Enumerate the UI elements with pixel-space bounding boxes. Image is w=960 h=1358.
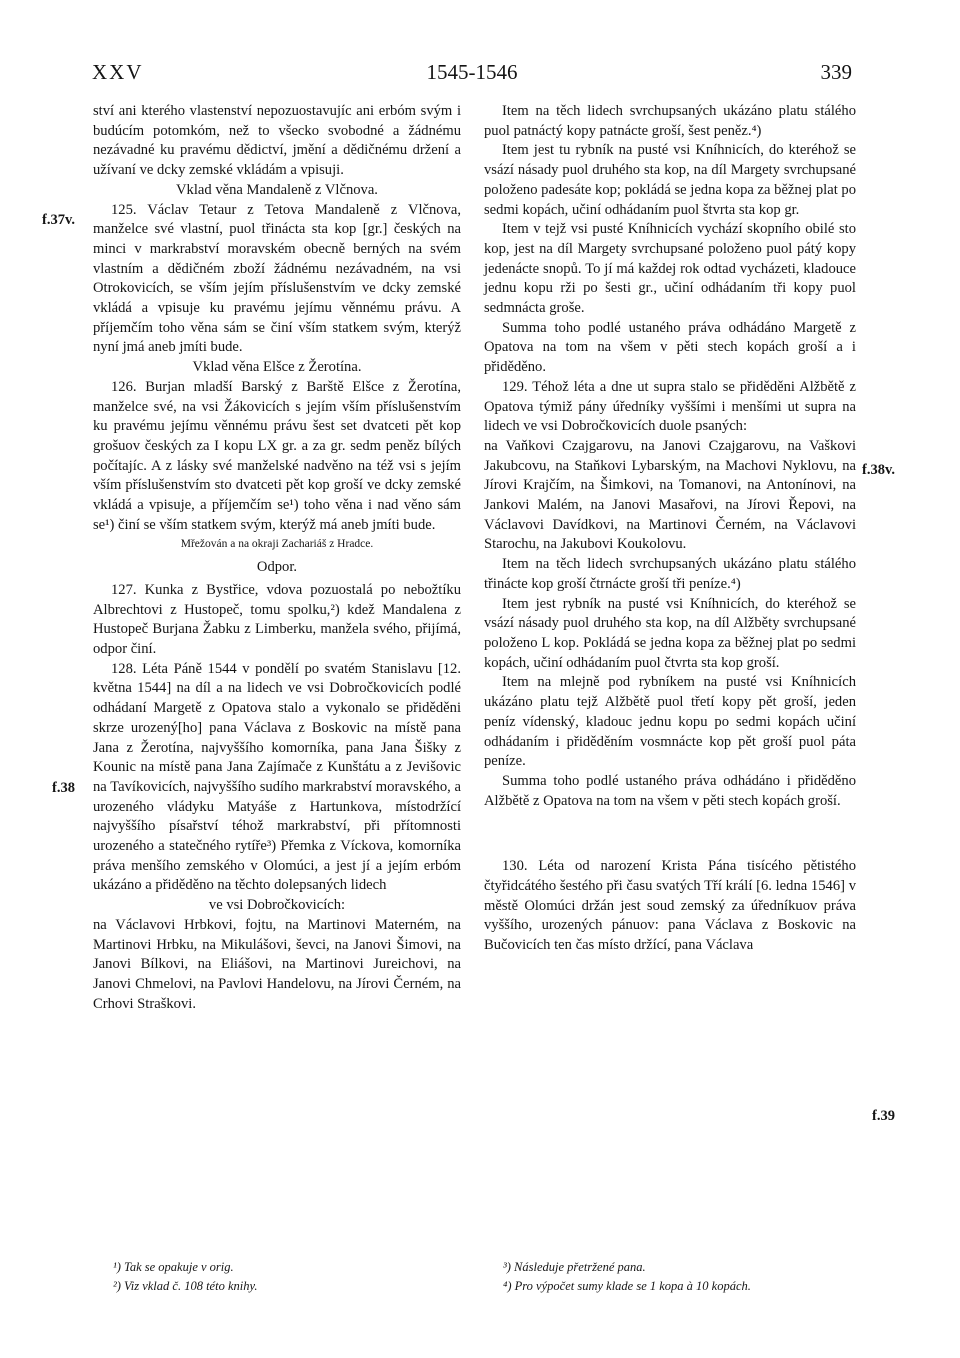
entry-125: 125. Václav Tetaur z Tetova Mandaleně z Vlčnova, manželce své vlastní, puol třinácta sta kop [gr.] českých na minci v markrabství moravském obecně berných na svém vlastním a dědičném zboží žádnému nezávadném, na vsi Otrokovicích, se vším jejím příslušenstvím ve dcky zemské vkládá a vpisuje ku pravému jejímu věnnému právu. A příjemčím toho věna sám se činí vším statkem svým, kterýž nyní jmá aneb jmíti bude.: [93, 201, 461, 356]
spacer: [484, 811, 856, 857]
paragraph: ství ani kterého vlastenství nepozuostavujíc ani erbóm svým i budúcím potomkóm, než to všecko svobodné a žádnému nezávadné ku pravému dědictví, jmění a dědičnému držení a užívaní ve dcky zemské vkládám a vpisuji.: [93, 103, 461, 179]
summary-paragraph: Summa toho podlé ustaného práva odhádáno i přiděděno Alžbětě z Opatova na tom na všem v pěti stech kopách groší.: [484, 772, 856, 809]
footnotes-left: [113, 1258, 453, 1296]
footnote: ⁴) Pro výpočet sumy klade se 1 kopa à 10 kopách.: [503, 1279, 751, 1293]
page-number: 339: [820, 60, 852, 84]
right-column: [484, 102, 856, 956]
left-column: [93, 102, 461, 1014]
folio-marginal: f.38v.: [862, 462, 896, 478]
footnote: ²) Viz vklad č. 108 této knihy.: [113, 1279, 258, 1293]
paragraph: Item na těch lidech svrchupsaných ukázáno platu stálého třinácte kop groší čtrnácte groší tři peníze.⁴): [484, 556, 856, 592]
footnote: ¹) Tak se opakuje v orig.: [113, 1260, 234, 1274]
paragraph: na Vaňkovi Czajgarovu, na Janovi Czajgarovu, na Vaškovi Jakubcovu, na Staňkovi Lybarským, na Machovi Nyklovu, na Jírovi Krajčím, na Šimkovi, na Tomanovi, na Antonínovi, na Jankovi Malém, na Janovi Masařovi, na Jírovi Řepovi, na Václavovi Davídkovi, na Martinovi Černém, na Václavovi Starochu, na Jakubovi Koukolovu.: [484, 437, 856, 553]
entry-127: 127. Kunka z Bystřice, vdova pozuostalá po nebožtíku Albrechtovi z Hustopeč, tomu spolku,²) kdež Mandalena z Hustopeč Burjana Žabku z Limberku, manžela svého, přijímá, odpor činí.: [93, 581, 461, 657]
summary-paragraph: Summa toho podlé ustaného práva odhádáno Margetě z Opatova na tom na všem v pěti stech kopách groší a i přiděděno.: [484, 319, 856, 376]
paragraph: Item na těch lidech svrchupsaných ukázáno platu stálého puol patnáctý kopy patnácte groší, šest peněz.⁴): [484, 103, 856, 139]
page-header: [92, 60, 852, 90]
entry-126: 126. Burjan mladší Barský z Barště Elšce z Žerotína, manželce své, na vsi Žákovicích s jejím vším příslušenstvím ku pravému jejímu věnnému právu šest set dvatceti pět kop grošuov českých za I kopu LX gr. a za gr. sedm peněz bílých počítajíc. A z lásky své manželské nadvěno na též vsi s jejím vším příslušenstvím sto dvatceti pět kop groší ve dcky zemské vkládá a vpisuje, a příjemčím se¹) toho věna i nad věno sám se¹) činí se vším statkem svým, kterýž má aneb jmíti bude.: [93, 378, 461, 533]
footnote: ³) Následuje přetržené pana.: [503, 1260, 646, 1274]
folio-marginal: f.39: [872, 1108, 895, 1124]
entry-129: 129. Téhož léta a dne ut supra stalo se přiděděni Alžbětě z Opatova týmiž pány úředníky vyššími i menšími ut supra na lidech ve vsi Dobročkovicích duole psaných:: [484, 378, 856, 435]
volume-number: XXV: [92, 60, 144, 84]
page-years: 1545-1546: [426, 60, 518, 84]
paragraph: Item na mlejně pod rybníkem na pusté vsi Kníhnicích ukázáno platu tejž Alžbětě puol třetí kopy pět groší, jeden peníz vídenský, kladouc jednu kopu po sedmi kopách učiní odhádaním i přiděděním vosmnácte kop pět groší puol páta peníze.: [484, 674, 856, 770]
village-heading: ve vsi Dobročkovicích:: [208, 897, 346, 914]
section-heading: Vklad věna Mandaleně z Vlčnova.: [176, 181, 378, 198]
entry-130: 130. Léta od narození Krista Pána tisícého pětistého čtyřidcátého šestého při času svatých Tří králí [6. ledna 1546] v městě Olomúci držán jest soud zemský za úředníkuov práva vyššího, urozených pánuov: pana Václava z Boskovic na Bučovicích ten čas místo držící, pana Václava: [484, 858, 856, 954]
paragraph: Item v tejž vsi pusté Kníhnicích vychází skopního obilé sto kop, jest na díl Margety svrchupsané položeno puol pátý kopy jedenácte snopů. To jí má každej rok odtad vycházeti, kladouce jednu kopu rži po šesti gr., učiní odhádaním tři kopy puol sedmnácta groše.: [484, 221, 856, 317]
paragraph: na Václavovi Hrbkovi, fojtu, na Martinovi Materném, na Martinovi Hrbku, na Mikulášovi, ševci, na Janovi Šimovi, na Janovi Bílkovi, na Eliášovi, na Martinovi Jureichovi, na Janovi Chmelovi, na Pavlovi Handelovu, na Jírovi Černém, na Crhovi Straškovi.: [93, 916, 461, 1012]
footnotes-right: [503, 1258, 863, 1296]
folio-marginal: f.37v.: [42, 212, 76, 228]
paragraph: Item jest tu rybník na pusté vsi Kníhnicích, do kteréhož se vsází násady puol druhého sta kop, na díl Margety svrchupsané položeno padesáte kop; pokládá se jedna kopa za běžnej plat po sedmi kopách, učiní odhádaním puol štvrta sta kop gr.: [484, 142, 856, 218]
editorial-note: Mřežován a na okraji Zachariáš z Hradce.: [180, 538, 374, 551]
folio-marginal: f.38: [52, 780, 75, 796]
section-heading: Vklad věna Elšce z Žerotína.: [192, 359, 362, 376]
paragraph: Item jest rybník na pusté vsi Kníhnicích, do kteréhož se vsází násady puol druhého sta kop, na díl Alžběty svrchupsané položeno L kop. Pokládá se jedna kopa za běžnej plat po sedmi kopách, učiní odhádaním puol čtvrta sta kop groší.: [484, 595, 856, 671]
section-heading: Odpor.: [256, 559, 298, 576]
entry-128: 128. Léta Páně 1544 v pondělí po svatém Stanislavu [12. května 1544] na díl a na lidech ve vsi Dobročkovicích podlé odhádaní Margetě z Opatova stalo a vykonalo se přiděděni skrze urozený[ho] pana Václava z Boskovic na místě pana Jana z Žerotína, najvyššího komorníka, pana Jana Šišky z Kounic na místě pana Jana Zajímače z Kunštátu a z Jevišovic na Tavíkovicích, najvyššího sudího markrabství moravského, a urozeného vládyku Matyáše z Hartunkova, místodržící najvyššího písařství téhož markrabství, při přítomnosti urozeného a statečného rytíře³) Přemka z Víckova, komorníka práva menšího zemského v Olomúci, a jest jí a jejím erbóm ukázáno a přiděděno na těchto dolepsaných lidech: [93, 660, 461, 894]
